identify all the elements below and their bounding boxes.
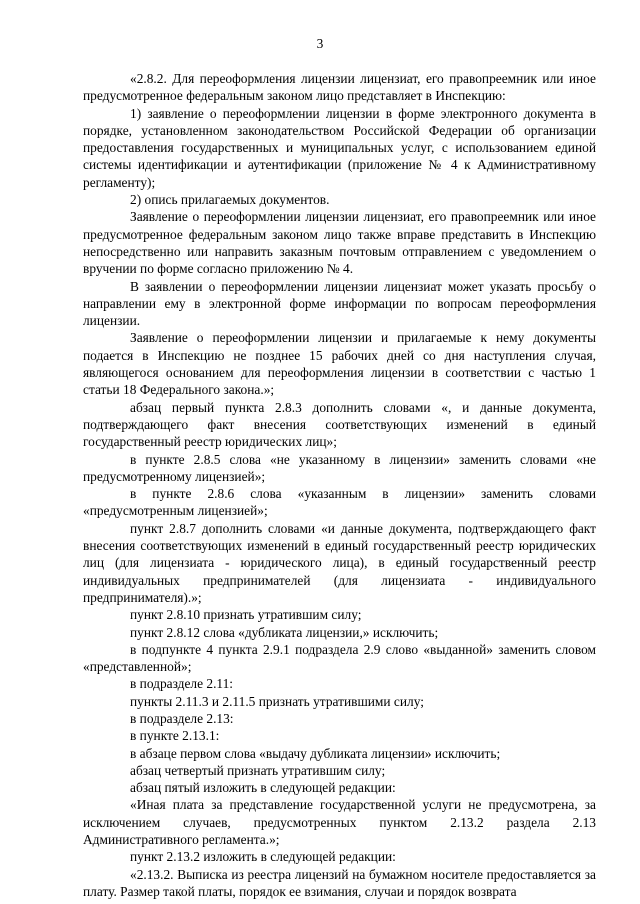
document-body [83, 70, 596, 900]
paragraph: пункт 2.8.7 дополнить словами «и данные документа, подтверждающего факт внесения соответствующих изменений в единый государственный реестр юридических лиц (для лицензиата - юридического лица), в единый государственный реестр индивидуальных предпринимателей (для лицензиата - индивидуального предпринимателя).»; [83, 520, 596, 605]
paragraph: абзац пятый изложить в следующей редакции: [130, 780, 396, 796]
paragraph: «2.8.2. Для переоформления лицензии лицензиат, его правопреемник или иное предусмотренное федеральным законом лицо представляет в Инспекцию: [83, 71, 596, 104]
paragraph: в подразделе 2.11: [130, 676, 234, 692]
paragraph: в пункте 2.8.6 слова «указанным в лицензии» заменить словами «предусмотренным лицензией»; [83, 486, 596, 519]
paragraph: 2) опись прилагаемых документов. [130, 192, 330, 208]
paragraph: пункты 2.11.3 и 2.11.5 признать утратившими силу; [130, 693, 424, 709]
paragraph: абзац четвертый признать утратившим силу; [130, 762, 386, 778]
paragraph: в подразделе 2.13: [130, 710, 234, 726]
paragraph: «Иная плата за представление государственной услуги не предусмотрена, за исключением случаев, предусмотренных пунктом 2.13.2 раздела 2.13 Административного регламента.»; [83, 797, 596, 848]
paragraph: В заявлении о переоформлении лицензии лицензиат может указать просьбу о направлении ему в электронной форме информации по вопросам переоформления лицензии. [83, 278, 596, 329]
paragraph: в пункте 2.13.1: [130, 728, 220, 744]
paragraph: в подпункте 4 пункта 2.9.1 подраздела 2.9 слово «выданной» заменить словом «представленной»; [83, 641, 596, 675]
paragraph: в пункте 2.8.5 слова «не указанному в лицензии» заменить словами «не предусмотренному лицензией»; [83, 451, 596, 484]
paragraph: пункт 2.13.2 изложить в следующей редакции: [130, 849, 396, 865]
paragraph: пункт 2.8.10 признать утратившим силу; [130, 607, 362, 623]
paragraph: 1) заявление о переоформлении лицензии в форме электронного документа в порядке, установленном законодательством Российской Федерации об организации предоставления государственных и муниципальных услуг, с использованием единой системы идентификации и аутентификации (приложение № 4 к Административному регламенту); [83, 105, 596, 190]
page-number: 3 [316, 36, 324, 51]
paragraph: абзац первый пункта 2.8.3 дополнить словами «, и данные документа, подтверждающего факт внесения соответствующих изменений в единый государственный реестр юридических лиц»; [83, 399, 596, 450]
paragraph: «2.13.2. Выписка из реестра лицензий на бумажном носителе предоставляется за плату. Размер такой платы, порядок ее взимания, случаи и порядок возврата [83, 866, 596, 899]
paragraph: пункт 2.8.12 слова «дубликата лицензии,» исключить; [130, 624, 439, 640]
paragraph: Заявление о переоформлении лицензии и прилагаемые к нему документы подается в Инспекцию не позднее 15 рабочих дней со дня наступления случая, являющегося основанием для переоформления лицензии в соответствии с частью 1 статьи 18 Федерального закона.»; [83, 330, 596, 398]
paragraph: Заявление о переоформлении лицензии лицензиат, его правопреемник или иное предусмотренное федеральным законом лицо также вправе представить в Инспекцию непосредственно или направить заказным почтовым отправлением с уведомлением о вручении по форме согласно приложению № 4. [83, 209, 596, 277]
paragraph: в абзаце первом слова «выдачу дубликата лицензии» исключить; [130, 745, 501, 761]
